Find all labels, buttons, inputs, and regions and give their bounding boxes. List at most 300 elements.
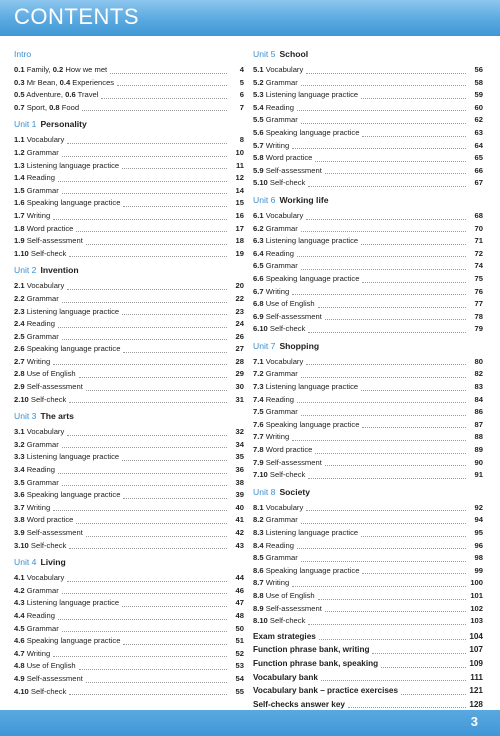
section-heading [14, 262, 244, 278]
entry-code: 3.10 [14, 540, 29, 550]
entry-text: Self-checks answer key [253, 699, 345, 709]
toc-entry[interactable] [253, 590, 483, 603]
toc-entry[interactable] [253, 64, 483, 77]
entry-text: Word practice [265, 153, 313, 163]
toc-entry[interactable] [253, 114, 483, 127]
toc-entry[interactable] [14, 540, 244, 553]
dot-leader [381, 666, 466, 668]
entry-title [253, 223, 298, 236]
entry-text: Vocabulary bank – practice exercises [253, 686, 399, 696]
dot-leader [297, 255, 466, 257]
dot-leader [79, 376, 227, 378]
entry-text: Vocabulary [265, 356, 304, 366]
toc-entry[interactable] [253, 248, 483, 261]
dot-leader [372, 652, 466, 654]
toc-entry[interactable] [253, 469, 483, 482]
entry-page-number: 74 [474, 261, 483, 271]
toc-entry[interactable] [14, 660, 244, 673]
entry-text: Grammar [26, 185, 59, 195]
toc-entry[interactable] [14, 610, 244, 623]
entry-text: Listening language practice [26, 452, 120, 462]
toc-entry[interactable] [14, 223, 244, 236]
entry-text: Self-assessment [265, 311, 322, 321]
entry-title [253, 102, 294, 115]
toc-entry[interactable] [14, 514, 244, 527]
entry-title [253, 248, 294, 261]
dot-leader [69, 693, 227, 695]
entry-text: Travel [77, 90, 99, 100]
dot-leader [82, 109, 227, 111]
toc-entry[interactable] [14, 464, 244, 477]
entry-text: Writing [26, 356, 51, 366]
entry-page-number: 4 [239, 65, 244, 74]
entry-page-number: 65 [474, 153, 483, 163]
dot-leader [325, 318, 466, 320]
toc-entry[interactable] [14, 648, 244, 661]
toc-entry[interactable] [14, 306, 244, 319]
entry-title [253, 394, 294, 407]
toc-entry[interactable] [253, 431, 483, 444]
toc-entry[interactable] [253, 394, 483, 407]
unit-name: Society [279, 486, 311, 497]
entry-text: Use of English [265, 299, 315, 309]
toc-entry[interactable] [14, 160, 244, 173]
entry-page-number: 15 [235, 198, 244, 208]
entry-text: Use of English [265, 590, 315, 600]
dot-leader [76, 522, 227, 524]
entry-title [253, 457, 322, 470]
toc-entry[interactable] [14, 64, 244, 77]
page-title: CONTENTS [14, 4, 139, 29]
entry-code: 5.2 [253, 77, 264, 87]
entry-text: Speaking language practice [26, 490, 121, 500]
dot-leader [325, 464, 466, 466]
toc-entry[interactable] [253, 444, 483, 457]
section-heading [14, 554, 244, 570]
entry-text: Self-assessment [26, 236, 83, 246]
entry-page-number: 29 [235, 369, 244, 379]
unit-number: Unit 1 [14, 119, 37, 130]
toc-entry[interactable] [14, 477, 244, 490]
entry-page-number: 51 [235, 636, 244, 646]
dot-leader [122, 313, 227, 315]
entry-title [253, 77, 298, 90]
entry-code: 4.8 [14, 661, 25, 671]
entry-title [14, 331, 59, 344]
dot-leader [361, 97, 466, 99]
entry-code: 6.8 [253, 299, 264, 309]
toc-entry[interactable] [14, 585, 244, 598]
entry-page-number: 121 [469, 686, 483, 696]
entry-code: 6.9 [253, 311, 264, 321]
entry-code: 7.6 [253, 419, 264, 429]
dot-leader [301, 230, 466, 232]
entry-page-number: 87 [474, 419, 483, 429]
toc-entry[interactable] [14, 597, 244, 610]
entry-title [14, 368, 76, 381]
toc-entry[interactable] [253, 286, 483, 299]
entry-text: Grammar [265, 223, 298, 233]
dot-leader [315, 452, 466, 454]
toc-entry[interactable] [14, 210, 244, 223]
entry-page-number: 30 [235, 382, 244, 392]
entry-title [14, 394, 66, 407]
entry-text: Speaking language practice [26, 636, 121, 646]
entry-code: 1.5 [14, 185, 25, 195]
entry-title [14, 673, 83, 686]
toc-entry[interactable] [14, 527, 244, 540]
entry-page-number: 92 [474, 502, 483, 512]
toc-entry[interactable] [14, 197, 244, 210]
entry-code: 7.8 [253, 445, 264, 455]
entry-code: 7.9 [253, 457, 264, 467]
entry-title [14, 686, 66, 699]
entry-title [14, 356, 50, 369]
dot-leader [318, 306, 466, 308]
dot-leader [79, 668, 227, 670]
entry-title [253, 540, 294, 553]
entry-page-number: 86 [474, 407, 483, 417]
dot-leader [361, 243, 466, 245]
entry-text: Speaking language practice [265, 273, 360, 283]
dot-leader [348, 706, 466, 708]
toc-entry[interactable] [253, 323, 483, 336]
entry-page-number: 47 [235, 598, 244, 608]
entry-page-number: 84 [474, 394, 483, 404]
entry-text: Reading [26, 610, 55, 620]
toc-entry[interactable] [253, 177, 483, 190]
entry-text: Speaking language practice [265, 565, 360, 575]
entry-text: Word practice [265, 445, 313, 455]
entry-page-number: 72 [474, 248, 483, 258]
entry-title [253, 140, 289, 153]
toc-entry[interactable] [253, 552, 483, 565]
entry-page-number: 100 [470, 578, 483, 588]
toc-entry[interactable] [253, 657, 483, 671]
entry-code: 1.10 [14, 248, 29, 258]
entry-page-number: 42 [235, 528, 244, 537]
entry-code: 5.9 [253, 165, 264, 175]
toc-entry[interactable] [253, 577, 483, 590]
entry-text: Self-check [269, 324, 306, 334]
entry-page-number: 39 [235, 490, 244, 500]
entry-text: Vocabulary [26, 281, 65, 291]
dot-leader [67, 288, 227, 290]
entry-text: Reading [26, 465, 55, 475]
entry-title [14, 185, 59, 198]
toc-entry[interactable] [14, 331, 244, 344]
entry-code: 4.9 [14, 673, 25, 683]
toc-entry[interactable] [253, 140, 483, 153]
toc-entry[interactable] [14, 102, 244, 115]
toc-entry[interactable] [14, 89, 244, 102]
toc-entry[interactable] [253, 630, 483, 644]
entry-text: Experiences [72, 77, 115, 87]
entry-code: 1.6 [14, 198, 25, 208]
dot-leader [53, 218, 227, 220]
dot-leader [306, 509, 466, 511]
entry-page-number: 99 [474, 565, 483, 575]
dot-leader [361, 535, 466, 537]
entry-text: Grammar [265, 261, 298, 271]
entry-title [14, 514, 73, 527]
toc-entry[interactable] [253, 273, 483, 286]
toc-entry[interactable] [253, 152, 483, 165]
entry-page-number: 62 [474, 115, 483, 125]
dot-leader [308, 623, 466, 625]
toc-entry[interactable] [14, 147, 244, 160]
toc-entry[interactable] [253, 684, 483, 698]
entry-page-number: 50 [235, 623, 244, 633]
entry-code: 8.7 [253, 578, 264, 588]
entry-text: Vocabulary [265, 65, 304, 74]
toc-entry[interactable] [14, 172, 244, 185]
toc-entry[interactable] [253, 514, 483, 527]
toc-entry[interactable] [253, 381, 483, 394]
entry-text: Grammar [265, 77, 298, 87]
entry-page-number: 88 [474, 432, 483, 442]
entry-text: Reading [265, 540, 294, 550]
toc-entry[interactable] [14, 318, 244, 331]
entry-page-number: 107 [469, 645, 483, 655]
toc-entry[interactable] [253, 223, 483, 236]
entry-text: Grammar [26, 147, 59, 157]
entry-title [14, 235, 83, 248]
dot-leader [67, 434, 227, 436]
toc-entry[interactable] [14, 356, 244, 369]
toc-entry[interactable] [14, 673, 244, 686]
toc-entry[interactable] [14, 502, 244, 515]
toc-entry[interactable] [14, 439, 244, 452]
dot-leader [122, 459, 227, 461]
toc-entry[interactable] [253, 102, 483, 115]
entry-page-number: 31 [235, 394, 244, 404]
entry-title [253, 356, 303, 369]
entry-title [253, 657, 378, 671]
section-label: Intro [14, 49, 32, 59]
toc-entry[interactable] [14, 293, 244, 306]
entry-code: 6.6 [253, 273, 264, 283]
entry-code: 6.2 [253, 223, 264, 233]
entry-code: 0.2 [52, 65, 64, 74]
toc-entry[interactable] [14, 635, 244, 648]
toc-entry[interactable] [14, 280, 244, 293]
entry-text: Self-assessment [26, 382, 83, 392]
toc-entry[interactable] [253, 419, 483, 432]
toc-entry[interactable] [14, 368, 244, 381]
entry-page-number: 34 [235, 439, 244, 449]
toc-entry[interactable] [14, 394, 244, 407]
toc-entry[interactable] [253, 77, 483, 90]
section-heading [14, 46, 244, 62]
dot-leader [58, 326, 227, 328]
unit-name: Living [40, 557, 66, 568]
entry-text: Vocabulary [26, 573, 65, 583]
entry-page-number: 5 [239, 77, 244, 87]
toc-entry[interactable] [14, 185, 244, 198]
dot-leader [301, 522, 466, 524]
entry-code: 2.9 [14, 382, 25, 392]
entry-page-number: 80 [474, 356, 483, 366]
dot-leader [69, 547, 227, 549]
toc-entry[interactable] [253, 356, 483, 369]
unit-name: Working life [279, 194, 329, 205]
dot-leader [301, 84, 466, 86]
entry-text: Grammar [265, 369, 298, 379]
entry-code: 7.2 [253, 369, 264, 379]
toc-entry[interactable] [14, 623, 244, 636]
dot-leader [308, 185, 466, 187]
entry-code: 5.10 [253, 178, 268, 188]
entry-code: 3.9 [14, 528, 25, 537]
dot-leader [122, 605, 227, 607]
entry-code: 0.1 [14, 65, 25, 74]
unit-number: Unit 7 [253, 340, 276, 351]
dot-leader [86, 389, 227, 391]
toc-entry[interactable] [253, 260, 483, 273]
entry-page-number: 22 [235, 293, 244, 303]
toc-entry[interactable] [253, 165, 483, 178]
dot-leader [301, 122, 466, 124]
toc-entry[interactable] [14, 77, 244, 90]
unit-number: Unit 2 [14, 265, 37, 276]
toc-entry[interactable] [253, 311, 483, 324]
entry-text: Self-check [30, 540, 67, 550]
entry-title [14, 477, 59, 490]
entry-text: Reading [26, 319, 55, 329]
entry-text: Speaking language practice [26, 344, 121, 354]
toc-entry[interactable] [14, 134, 244, 147]
toc-entry[interactable] [14, 235, 244, 248]
entry-text: Self-assessment [265, 457, 322, 467]
entry-text: Function phrase bank, speaking [253, 658, 379, 668]
toc-entry[interactable] [253, 457, 483, 470]
entry-text: Reading [26, 173, 55, 183]
entry-text: Reading [265, 102, 294, 112]
entry-code: 2.2 [14, 293, 25, 303]
entry-page-number: 41 [235, 515, 244, 525]
entry-page-number: 90 [474, 457, 483, 467]
toc-right-column [253, 44, 483, 711]
entry-title [253, 431, 289, 444]
entry-page-number: 8 [239, 135, 244, 145]
entry-page-number: 32 [235, 427, 244, 437]
entry-page-number: 79 [474, 324, 483, 334]
toc-entry[interactable] [253, 502, 483, 515]
entry-text: Listening language practice [265, 90, 359, 100]
toc-entry[interactable] [253, 540, 483, 553]
entry-text: Vocabulary [26, 427, 65, 437]
unit-number: Unit 5 [253, 49, 276, 59]
toc-entry[interactable] [253, 210, 483, 223]
entry-text: Speaking language practice [26, 198, 121, 208]
toc-entry[interactable] [253, 671, 483, 685]
toc-entry[interactable] [253, 615, 483, 628]
entry-code: 0.3 [14, 77, 25, 87]
toc-entry[interactable] [253, 643, 483, 657]
entry-text: Reading [265, 394, 294, 404]
unit-number: Unit 8 [253, 486, 276, 497]
entry-text: Listening language practice [265, 528, 359, 537]
dot-leader [53, 363, 227, 365]
toc-entry[interactable] [14, 572, 244, 585]
dot-leader [362, 572, 466, 574]
toc-entry[interactable] [253, 127, 483, 140]
toc-entry[interactable] [253, 406, 483, 419]
dot-leader [325, 610, 466, 612]
toc-entry[interactable] [253, 603, 483, 616]
entry-page-number: 89 [474, 445, 483, 455]
entry-title [14, 426, 64, 439]
entry-code: 2.4 [14, 319, 25, 329]
entry-title [253, 577, 289, 590]
entry-page-number: 95 [474, 528, 483, 537]
entry-code: 2.7 [14, 356, 25, 366]
entry-title [14, 147, 59, 160]
entry-title [253, 368, 298, 381]
entry-code: 2.5 [14, 331, 25, 341]
entry-page-number: 26 [235, 331, 244, 341]
entry-text: Writing [26, 648, 51, 658]
toc-entry[interactable] [253, 368, 483, 381]
dot-leader [319, 638, 466, 640]
toc-entry[interactable] [253, 235, 483, 248]
entry-page-number: 91 [474, 470, 483, 480]
entry-code: 5.4 [253, 102, 264, 112]
section-heading [253, 484, 483, 500]
dot-leader [86, 535, 227, 537]
entry-text: Writing [265, 140, 290, 150]
entry-page-number: 109 [469, 658, 483, 668]
entry-title [14, 648, 50, 661]
toc-entry[interactable] [14, 426, 244, 439]
toc-entry[interactable] [253, 565, 483, 578]
toc-entry[interactable] [253, 298, 483, 311]
entry-text: Food [61, 102, 80, 112]
entry-page-number: 76 [474, 286, 483, 296]
toc-entry[interactable] [253, 527, 483, 540]
entry-page-number: 102 [470, 603, 483, 613]
entry-code: 3.2 [14, 439, 25, 449]
dot-leader [62, 301, 227, 303]
unit-number: Unit 4 [14, 557, 37, 568]
dot-leader [308, 331, 466, 333]
toc-entry[interactable] [14, 343, 244, 356]
entry-title [253, 444, 312, 457]
entry-text: Grammar [26, 293, 59, 303]
entry-code: 2.6 [14, 344, 25, 354]
entry-text: Writing [265, 432, 290, 442]
entry-title [14, 381, 83, 394]
toc-entry[interactable] [14, 686, 244, 699]
toc-entry[interactable] [253, 89, 483, 102]
toc-entry[interactable] [14, 381, 244, 394]
entry-code: 8.6 [253, 565, 264, 575]
dot-leader [123, 205, 227, 207]
entry-code: 0.6 [65, 90, 76, 100]
dot-leader [301, 414, 466, 416]
entry-text: Speaking language practice [265, 419, 360, 429]
entry-code: 3.6 [14, 490, 25, 500]
entry-page-number: 67 [474, 178, 483, 188]
dot-leader [122, 167, 227, 169]
toc-entry[interactable] [14, 248, 244, 261]
entry-code: 7.4 [253, 394, 264, 404]
entry-text: Self-check [269, 178, 306, 188]
toc-entry[interactable] [14, 489, 244, 502]
unit-number: Unit 3 [14, 411, 37, 422]
toc-entry[interactable] [14, 451, 244, 464]
